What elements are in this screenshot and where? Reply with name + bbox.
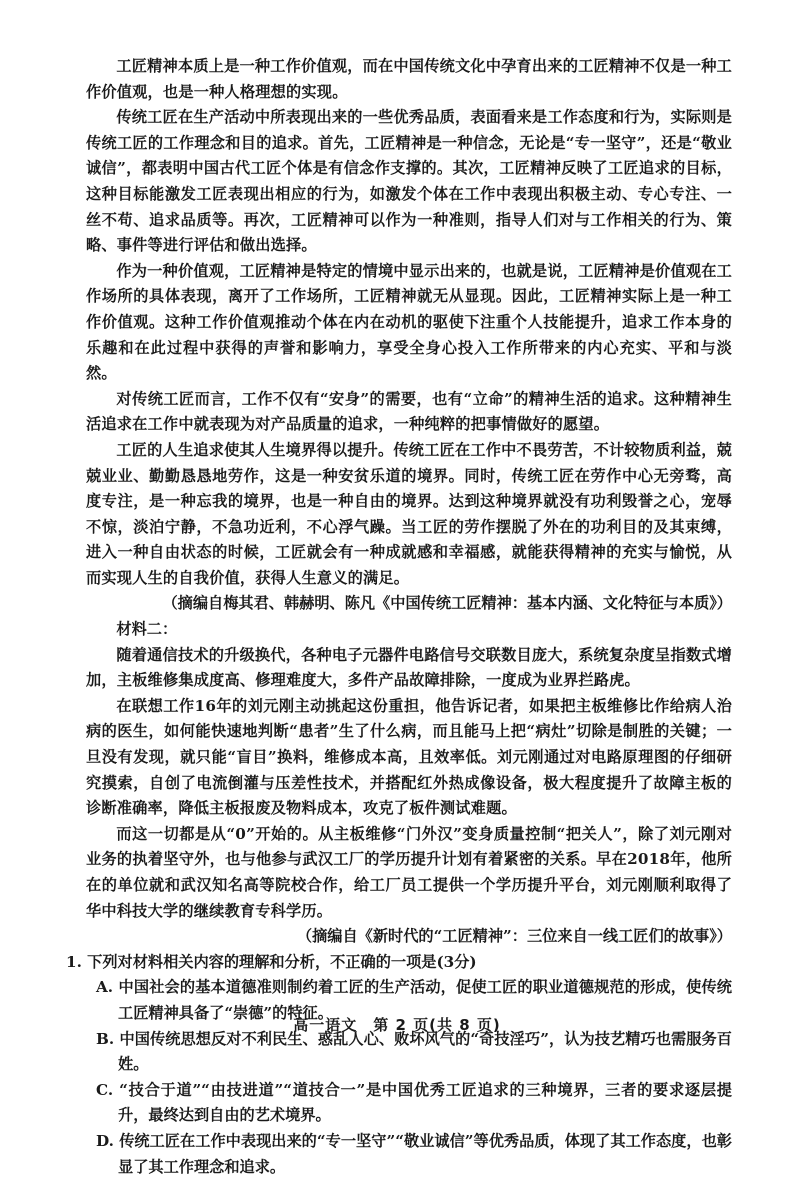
citation-material1: （摘编自梅其君、韩赫明、陈凡《中国传统工匠精神：基本内涵、文化特征与本质》） [162,594,732,613]
paragraph-2: 传统工匠在生产活动中所表现出来的一些优秀品质，表面看来是工作态度和行为，实际则是传统工匠的工作理念和目的追求。首先，工匠精神是一种信念，无论是“专一坚守”，还是“敬业诚信”，都表明中国古代工匠个体是有信念作支撑的。其次，工匠精神反映了工匠追求的目标，这种目标能激发工匠表现出相应的行为，如激发个体在工作中表现出积极主动、专心专注、一丝不苟、追求品质等。再次，工匠精神可以作为一种准则，指导人们对与工作相关的行为、策略、事件等进行评估和做出选择。 [86,108,732,255]
paragraph-4: 对传统工匠而言，工作不仅有“安身”的需要，也有“立命”的精神生活的追求。这种精神生活追求在工作中就表现为对产品质量的追求，一种纯粹的把事情做好的愿望。 [86,389,732,434]
paragraph-1: 工匠精神本质上是一种工作价值观，而在中国传统文化中孕育出来的工匠精神不仅是一种工作价值观，也是一种人格理想的实现。 [86,57,732,101]
option-c: C. “技合于道”“由技进道”“道技合一”是中国优秀工匠追求的三种境界，三者的要求逐层提升，最终达到自由的艺术境界。 [96,1080,732,1125]
material2-paragraph-1: 随着通信技术的升级换代，各种电子元器件电路信号交联数目庞大，系统复杂度呈指数式增加，主板维修集成度高、修理难度大，多件产品故障排除，一度成为业界拦路虎。 [86,645,732,690]
option-a: A. 中国社会的基本道德准则制约着工匠的生产活动，促使工匠的职业道德规范的形成，使传统工匠精神具备了“崇德”的特征。 [96,978,732,1022]
option-b: B. 中国传统思想反对不利民生、惑乱人心、败坏风气的“奇技淫巧”，认为技艺精巧也需服务百姓。 [96,1029,732,1074]
material2-paragraph-3: 而这一切都是从“0”开始的。从主板维修“门外汉”变身质量控制“把关人”，除了刘元刚对业务的执着坚守外，也与他参与武汉工厂的学历提升计划有着紧密的关系。早在2018年，他所在的单位就和武汉知名高等院校合作，给工厂员工提供一个学历提升平台，刘元刚顺利取得了华中科技大学的继续教育专科学历。 [86,824,732,920]
citation-material2: （摘编自《新时代的“工匠精神”：三位来自一线工匠们的故事》） [296,927,732,946]
option-d: D. 传统工匠在工作中表现出来的“专一坚守”“敬业诚信”等优秀品质，体现了其工作态度，也彰显了其工作理念和追求。 [96,1131,732,1176]
paragraph-5: 工匠的人生追求使其人生境界得以提升。传统工匠在工作中不畏劳苦，不计较物质利益，兢兢业业、勤勤恳恳地劳作，这是一种安贫乐道的境界。同时，传统工匠在劳作中心无旁骛，高度专注，是一种忘我的境界，也是一种自由的境界。达到这种境界就没有功利毁誉之心，宠辱不惊，淡泊宁静，不急功近利，不心浮气躁。当工匠的劳作摆脱了外在的功利目的及其束缚，进入一种自由状态的时候，工匠就会有一种成就感和幸福感，就能获得精神的充实与愉悦，从而实现人生的自我价值，获得人生意义的满足。 [86,440,732,587]
material2-paragraph-2: 在联想工作16年的刘元刚主动挑起这份重担，他告诉记者，如果把主板维修比作给病人治病的医生，如何能快速地判断“患者”生了什么病，而且能马上把“病灶”切除是制胜的关键；一旦没有发现，就只能“盲目”换料，维修成本高，且效率低。刘元刚通过对电路原理图的仔细研究摸索，自创了电流倒灌与压差性技术，并搭配红外热成像设备，极大程度提升了故障主板的诊断准确率，降低主板报废及物料成本，攻克了板件测试难题。 [86,696,732,818]
question-1-stem: 1. 下列对材料相关内容的理解和分析，不正确的一项是(3分) [66,952,477,971]
material1-body [86,54,732,591]
material2-body [86,643,732,925]
paragraph-3: 作为一种价值观，工匠精神是特定的情境中显示出来的，也就是说，工匠精神是价值观在工作场所的具体表现，离开了工作场所，工匠精神就无从显现。因此，工匠精神实际上是一种工作价值观。这种工作价值观推动个体在内在动机的驱使下注重个人技能提升，追求工作本身的乐趣和在此过程中获得的声誉和影响力，享受全身心投入工作所带来的内心充实、平和与淡然。 [86,261,732,383]
page-footer: 高一语文 第 2 页(共 8 页) [293,1016,501,1034]
material2-heading: 材料二： [116,620,178,639]
